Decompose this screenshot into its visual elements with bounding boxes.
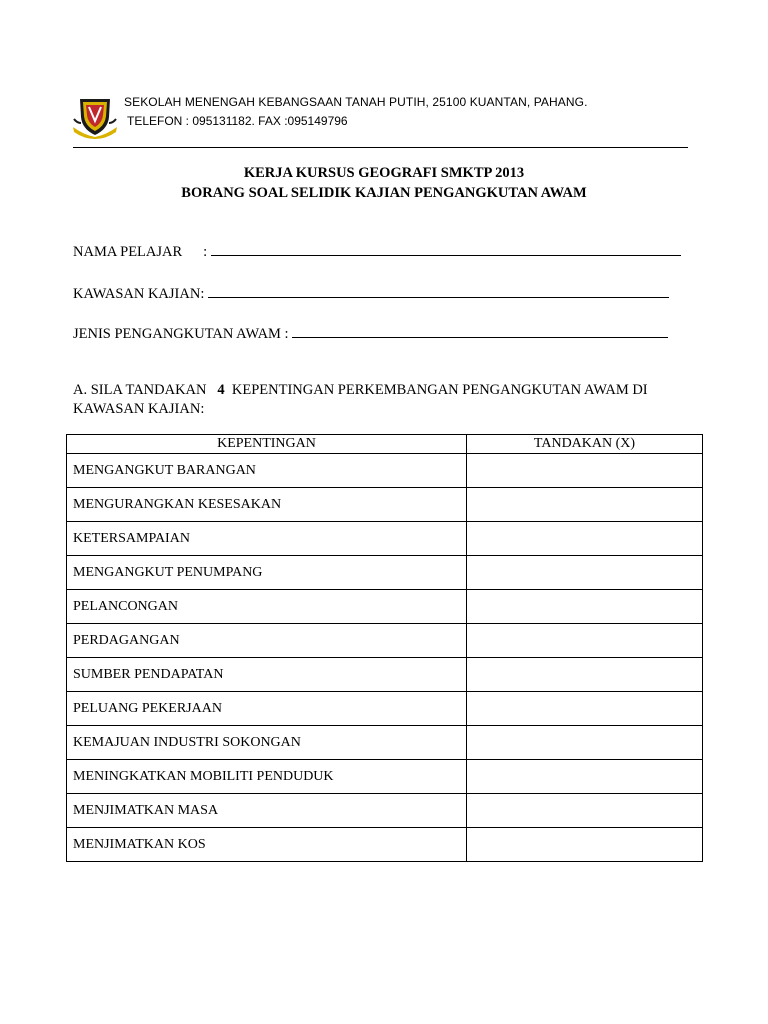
row-label: MENGANGKUT PENUMPANG xyxy=(67,556,467,590)
row-label: PERDAGANGAN xyxy=(67,624,467,658)
question-number: 4 xyxy=(217,382,225,398)
tick-cell[interactable] xyxy=(467,590,703,624)
header-divider xyxy=(73,147,688,148)
table-row xyxy=(67,454,703,488)
kawasan-kajian-label: KAWASAN KAJIAN: xyxy=(73,286,205,302)
nama-pelajar-label: NAMA PELAJAR xyxy=(73,244,183,260)
table-row xyxy=(67,488,703,522)
tick-cell[interactable] xyxy=(467,658,703,692)
table-row xyxy=(67,794,703,828)
document-subtitle: BORANG SOAL SELIDIK KAJIAN PENGANGKUTAN AWAM xyxy=(181,185,587,201)
table-row xyxy=(67,556,703,590)
tick-cell[interactable] xyxy=(467,760,703,794)
question-a xyxy=(73,381,703,419)
nama-pelajar-blank[interactable] xyxy=(211,241,681,256)
jenis-pengangkutan-label: JENIS PENGANGKUTAN AWAM : xyxy=(73,326,289,342)
row-label: PELUANG PEKERJAAN xyxy=(67,692,467,726)
table-row xyxy=(67,658,703,692)
tick-cell[interactable] xyxy=(467,488,703,522)
nama-pelajar-field xyxy=(73,241,681,261)
question-text: KEPENTINGAN PERKEMBANGAN PENGANGKUTAN AWAM DI KAWASAN KAJIAN: xyxy=(73,382,648,417)
question-prefix: A. SILA TANDAKAN xyxy=(73,382,207,398)
school-crest-icon xyxy=(72,95,118,139)
school-contact: TELEFON : 095131182. FAX :095149796 xyxy=(127,114,348,128)
tick-cell[interactable] xyxy=(467,556,703,590)
row-label: MENJIMATKAN KOS xyxy=(67,828,467,862)
kepentingan-table xyxy=(66,434,703,862)
table-row xyxy=(67,692,703,726)
tick-cell[interactable] xyxy=(467,522,703,556)
table-row xyxy=(67,590,703,624)
row-label: MENJIMATKAN MASA xyxy=(67,794,467,828)
kawasan-kajian-blank[interactable] xyxy=(208,283,669,298)
table-row xyxy=(67,624,703,658)
header-kepentingan: KEPENTINGAN xyxy=(67,435,467,454)
table-row xyxy=(67,828,703,862)
tick-cell[interactable] xyxy=(467,726,703,760)
header-tandakan: TANDAKAN (X) xyxy=(467,435,703,454)
nama-pelajar-separator: : xyxy=(203,244,208,260)
kawasan-kajian-field xyxy=(73,283,669,303)
row-label: KETERSAMPAIAN xyxy=(67,522,467,556)
jenis-pengangkutan-blank[interactable] xyxy=(292,323,668,338)
table-row xyxy=(67,760,703,794)
table-row xyxy=(67,726,703,760)
school-address: SEKOLAH MENENGAH KEBANGSAAN TANAH PUTIH, 25100 KUANTAN, PAHANG. xyxy=(124,95,588,109)
row-label: MENINGKATKAN MOBILITI PENDUDUK xyxy=(67,760,467,794)
tick-cell[interactable] xyxy=(467,794,703,828)
table-header-row xyxy=(67,435,703,454)
tick-cell[interactable] xyxy=(467,454,703,488)
row-label: PELANCONGAN xyxy=(67,590,467,624)
tick-cell[interactable] xyxy=(467,828,703,862)
tick-cell[interactable] xyxy=(467,692,703,726)
row-label: SUMBER PENDAPATAN xyxy=(67,658,467,692)
row-label: MENGANGKUT BARANGAN xyxy=(67,454,467,488)
document-title: KERJA KURSUS GEOGRAFI SMKTP 2013 xyxy=(243,165,525,181)
tick-cell[interactable] xyxy=(467,624,703,658)
table-row xyxy=(67,522,703,556)
row-label: KEMAJUAN INDUSTRI SOKONGAN xyxy=(67,726,467,760)
row-label: MENGURANGKAN KESESAKAN xyxy=(67,488,467,522)
jenis-pengangkutan-field xyxy=(73,323,668,343)
